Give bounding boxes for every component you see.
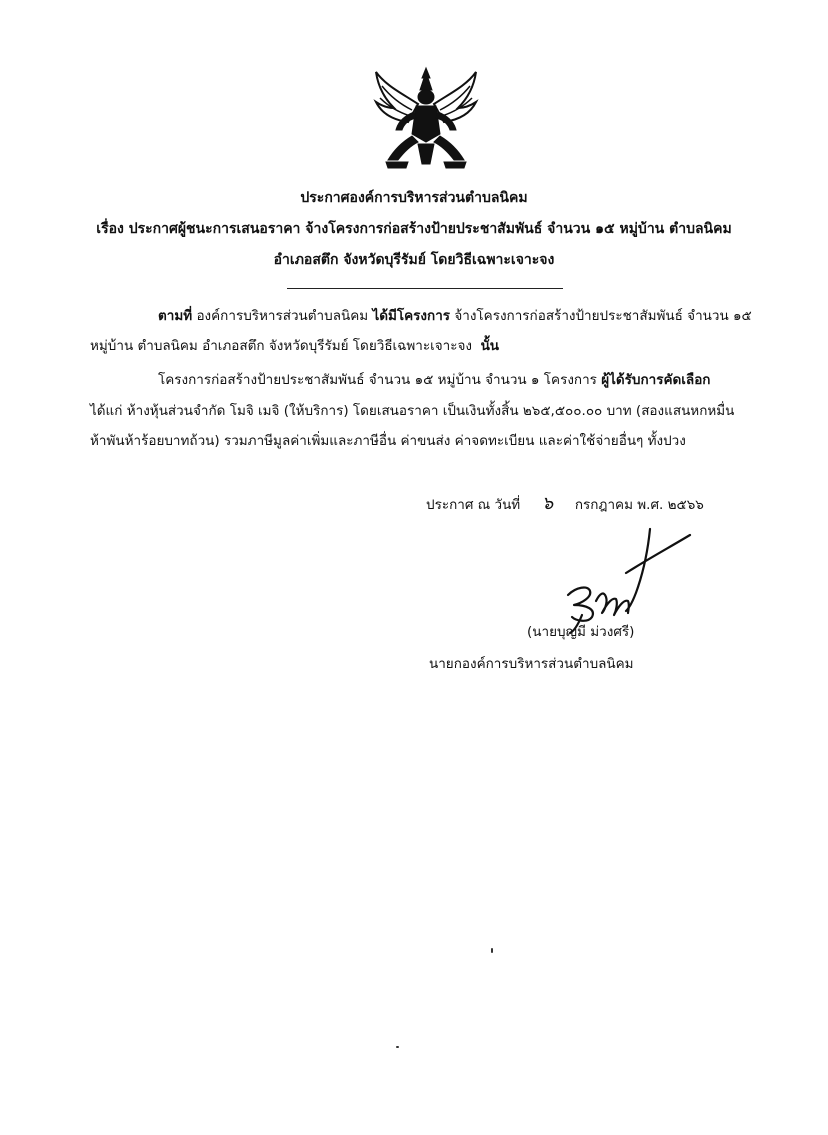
paragraph-2-line-1	[158, 370, 710, 390]
paragraph-1-verb: ได้มีโครงการ	[372, 308, 451, 324]
paragraph-1-line-1	[158, 306, 752, 326]
announcement-date	[426, 494, 704, 515]
header-divider	[287, 288, 563, 289]
signer-position: นายกองค์การบริหารส่วนตำบลนิคม	[429, 656, 634, 672]
subject-line-continued: อำเภอสตึก จังหวัดบุรีรัมย์ โดยวิธีเฉพาะเจาะจง	[273, 252, 555, 268]
signer-name: (นายบุญมี ม่วงศรี)	[527, 624, 635, 640]
garuda-emblem-icon	[368, 64, 484, 172]
handwritten-signature	[530, 525, 705, 635]
paragraph-1-org: องค์การบริหารส่วนตำบลนิคม	[196, 308, 369, 324]
announcement-day: ๖	[541, 493, 554, 514]
paragraph-2-line-2: ได้แก่ ห้างหุ้นส่วนจำกัด โมจิ เมจิ (ให้บริการ) โดยเสนอราคา เป็นเงินทั้งสิ้น ๒๖๕,๕๐๐.๐๐ บาท (สองแสนหกหมื่น	[90, 403, 735, 419]
paragraph-1-lead: ตามที่	[158, 308, 193, 324]
announcement-prefix: ประกาศ ณ วันที่	[426, 497, 521, 513]
document-title: ประกาศองค์การบริหารส่วนตำบลนิคม	[300, 190, 528, 206]
subject-line: เรื่อง ประกาศผู้ชนะการเสนอราคา จ้างโครงการก่อสร้างป้ายประชาสัมพันธ์ จำนวน ๑๕ หมู่บ้าน ตำบลนิคม	[96, 221, 732, 237]
paragraph-2-line-1-text: โครงการก่อสร้างป้ายประชาสัมพันธ์ จำนวน ๑๕ หมู่บ้าน จำนวน ๑ โครงการ	[158, 372, 597, 388]
paragraph-1-rest: จ้างโครงการก่อสร้างป้ายประชาสัมพันธ์ จำนวน ๑๕	[454, 308, 752, 324]
scan-speck	[396, 1046, 399, 1048]
paragraph-1-line-2-text: หมู่บ้าน ตำบลนิคม อำเภอสตึก จังหวัดบุรีรัมย์ โดยวิธีเฉพาะเจาะจง	[90, 338, 472, 354]
announcement-month-year: กรกฎาคม พ.ศ. ๒๕๖๖	[574, 497, 704, 513]
paragraph-2-line-3: ห้าพันห้าร้อยบาทถ้วน) รวมภาษีมูลค่าเพิ่มและภาษีอื่น ค่าขนส่ง ค่าจดทะเบียน และค่าใช้จ่ายอื่นๆ ทั้งปวง	[90, 433, 686, 449]
paragraph-1-line-2-end: นั้น	[480, 338, 500, 354]
paragraph-1-line-2	[90, 336, 499, 356]
paragraph-2-line-1-bold: ผู้ได้รับการคัดเลือก	[601, 372, 711, 388]
scan-speck	[491, 948, 493, 953]
